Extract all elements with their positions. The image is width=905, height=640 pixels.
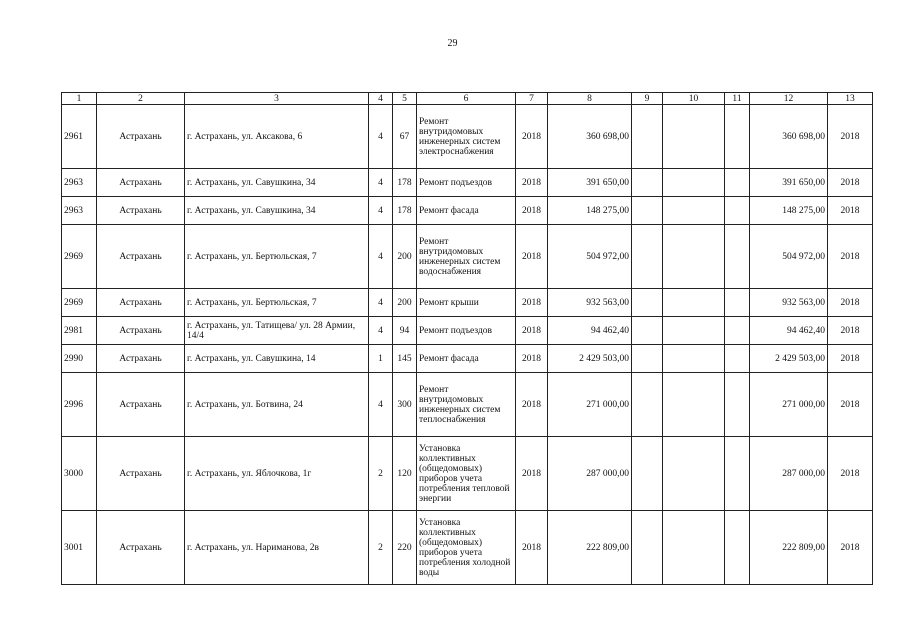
cell-year: 2018 <box>516 437 548 511</box>
column-header: 11 <box>725 93 750 105</box>
cell-col10 <box>663 345 725 373</box>
column-header: 5 <box>393 93 417 105</box>
cell-col10 <box>663 289 725 317</box>
cell-end-year: 2018 <box>828 289 873 317</box>
page-number: 29 <box>447 38 458 49</box>
cell-col9 <box>632 225 663 289</box>
cell-address: г. Астрахань, ул. Бертюльская, 7 <box>185 289 369 317</box>
cell-end-year: 2018 <box>828 373 873 437</box>
cell-col11 <box>725 105 750 169</box>
cell-col9 <box>632 169 663 197</box>
cell-municipality: Астрахань <box>97 373 185 437</box>
cell-col11 <box>725 373 750 437</box>
cell-total: 2 429 503,00 <box>750 345 828 373</box>
cell-address: г. Астрахань, ул. Савушкина, 34 <box>185 169 369 197</box>
cell-address: г. Астрахань, ул. Яблочкова, 1г <box>185 437 369 511</box>
cell-record-id: 2969 <box>62 225 97 289</box>
cell-cost: 391 650,00 <box>548 169 632 197</box>
cell-col11 <box>725 511 750 585</box>
cell-work-type: Ремонт внутридомовых инженерных систем теплоснабжения <box>417 373 516 437</box>
cell-end-year: 2018 <box>828 105 873 169</box>
cell-work-type: Ремонт внутридомовых инженерных систем водоснабжения <box>417 225 516 289</box>
cell-cost: 271 000,00 <box>548 373 632 437</box>
cell-year: 2018 <box>516 511 548 585</box>
cell-end-year: 2018 <box>828 345 873 373</box>
cell-record-id: 2963 <box>62 169 97 197</box>
cell-col10 <box>663 511 725 585</box>
table-row <box>62 169 873 197</box>
cell-total: 222 809,00 <box>750 511 828 585</box>
cell-end-year: 2018 <box>828 225 873 289</box>
cell-col11 <box>725 225 750 289</box>
cell-col5: 120 <box>393 437 417 511</box>
cell-address: г. Астрахань, ул. Татищева/ ул. 28 Армии, 14/4 <box>185 317 369 345</box>
cell-col9 <box>632 197 663 225</box>
cell-col9 <box>632 105 663 169</box>
header-row <box>62 93 873 105</box>
cell-total: 360 698,00 <box>750 105 828 169</box>
cell-municipality: Астрахань <box>97 225 185 289</box>
cell-municipality: Астрахань <box>97 511 185 585</box>
column-header: 12 <box>750 93 828 105</box>
cell-work-type: Установка коллективных (общедомовых) приборов учета потребления тепловой энергии <box>417 437 516 511</box>
cell-col5: 145 <box>393 345 417 373</box>
cell-work-type: Ремонт фасада <box>417 345 516 373</box>
cell-work-type: Ремонт подъездов <box>417 169 516 197</box>
cell-year: 2018 <box>516 105 548 169</box>
cell-col5: 178 <box>393 197 417 225</box>
cell-col5: 67 <box>393 105 417 169</box>
cell-address: г. Астрахань, ул. Бертюльская, 7 <box>185 225 369 289</box>
table-row <box>62 289 873 317</box>
cell-end-year: 2018 <box>828 169 873 197</box>
cell-record-id: 2969 <box>62 289 97 317</box>
cell-address: г. Астрахань, ул. Савушкина, 34 <box>185 197 369 225</box>
cell-address: г. Астрахань, ул. Нариманова, 2в <box>185 511 369 585</box>
cell-work-type: Ремонт фасада <box>417 197 516 225</box>
cell-municipality: Астрахань <box>97 105 185 169</box>
column-header: 1 <box>62 93 97 105</box>
cell-col10 <box>663 105 725 169</box>
cell-total: 94 462,40 <box>750 317 828 345</box>
cell-address: г. Астрахань, ул. Савушкина, 14 <box>185 345 369 373</box>
program-table <box>61 92 873 585</box>
cell-col11 <box>725 197 750 225</box>
cell-work-type: Ремонт внутридомовых инженерных систем электроснабжения <box>417 105 516 169</box>
cell-year: 2018 <box>516 373 548 437</box>
cell-col11 <box>725 437 750 511</box>
cell-address: г. Астрахань, ул. Аксакова, 6 <box>185 105 369 169</box>
cell-col5: 94 <box>393 317 417 345</box>
cell-year: 2018 <box>516 169 548 197</box>
cell-municipality: Астрахань <box>97 317 185 345</box>
table-row <box>62 317 873 345</box>
cell-col10 <box>663 317 725 345</box>
cell-end-year: 2018 <box>828 197 873 225</box>
cell-col4: 4 <box>369 197 393 225</box>
cell-col9 <box>632 345 663 373</box>
cell-col5: 178 <box>393 169 417 197</box>
cell-col4: 4 <box>369 373 393 437</box>
cell-cost: 504 972,00 <box>548 225 632 289</box>
cell-record-id: 3000 <box>62 437 97 511</box>
cell-col10 <box>663 169 725 197</box>
cell-col10 <box>663 225 725 289</box>
cell-end-year: 2018 <box>828 317 873 345</box>
cell-cost: 148 275,00 <box>548 197 632 225</box>
cell-municipality: Астрахань <box>97 289 185 317</box>
cell-municipality: Астрахань <box>97 345 185 373</box>
column-header: 13 <box>828 93 873 105</box>
cell-address: г. Астрахань, ул. Ботвина, 24 <box>185 373 369 437</box>
table-row <box>62 105 873 169</box>
cell-col9 <box>632 317 663 345</box>
cell-col4: 1 <box>369 345 393 373</box>
cell-cost: 222 809,00 <box>548 511 632 585</box>
cell-col11 <box>725 345 750 373</box>
column-header: 4 <box>369 93 393 105</box>
cell-total: 504 972,00 <box>750 225 828 289</box>
cell-col10 <box>663 373 725 437</box>
cell-total: 932 563,00 <box>750 289 828 317</box>
cell-year: 2018 <box>516 225 548 289</box>
cell-cost: 287 000,00 <box>548 437 632 511</box>
cell-col5: 200 <box>393 225 417 289</box>
cell-record-id: 2996 <box>62 373 97 437</box>
cell-col5: 200 <box>393 289 417 317</box>
cell-cost: 360 698,00 <box>548 105 632 169</box>
cell-total: 287 000,00 <box>750 437 828 511</box>
cell-col4: 2 <box>369 511 393 585</box>
cell-record-id: 3001 <box>62 511 97 585</box>
cell-cost: 2 429 503,00 <box>548 345 632 373</box>
column-header: 9 <box>632 93 663 105</box>
cell-total: 271 000,00 <box>750 373 828 437</box>
table-row <box>62 373 873 437</box>
cell-col10 <box>663 197 725 225</box>
cell-col11 <box>725 317 750 345</box>
cell-col5: 300 <box>393 373 417 437</box>
column-header: 6 <box>417 93 516 105</box>
cell-record-id: 2981 <box>62 317 97 345</box>
cell-work-type: Ремонт крыши <box>417 289 516 317</box>
cell-end-year: 2018 <box>828 511 873 585</box>
cell-col9 <box>632 511 663 585</box>
cell-col4: 4 <box>369 289 393 317</box>
column-header: 7 <box>516 93 548 105</box>
cell-col4: 4 <box>369 105 393 169</box>
cell-year: 2018 <box>516 197 548 225</box>
cell-year: 2018 <box>516 345 548 373</box>
cell-record-id: 2961 <box>62 105 97 169</box>
table-row <box>62 511 873 585</box>
cell-total: 391 650,00 <box>750 169 828 197</box>
cell-year: 2018 <box>516 289 548 317</box>
cell-col4: 4 <box>369 317 393 345</box>
cell-end-year: 2018 <box>828 437 873 511</box>
cell-work-type: Установка коллективных (общедомовых) приборов учета потребления холодной воды <box>417 511 516 585</box>
cell-col9 <box>632 373 663 437</box>
cell-municipality: Астрахань <box>97 169 185 197</box>
table-row <box>62 197 873 225</box>
column-header: 10 <box>663 93 725 105</box>
cell-col9 <box>632 289 663 317</box>
cell-record-id: 2963 <box>62 197 97 225</box>
table-row <box>62 345 873 373</box>
table-row <box>62 437 873 511</box>
cell-cost: 94 462,40 <box>548 317 632 345</box>
cell-work-type: Ремонт подъездов <box>417 317 516 345</box>
table-row <box>62 225 873 289</box>
cell-col11 <box>725 289 750 317</box>
cell-col4: 4 <box>369 169 393 197</box>
column-header: 3 <box>185 93 369 105</box>
cell-col10 <box>663 437 725 511</box>
cell-municipality: Астрахань <box>97 437 185 511</box>
cell-col9 <box>632 437 663 511</box>
cell-municipality: Астрахань <box>97 197 185 225</box>
cell-col4: 4 <box>369 225 393 289</box>
column-header: 8 <box>548 93 632 105</box>
cell-total: 148 275,00 <box>750 197 828 225</box>
cell-col4: 2 <box>369 437 393 511</box>
cell-col5: 220 <box>393 511 417 585</box>
cell-col11 <box>725 169 750 197</box>
cell-cost: 932 563,00 <box>548 289 632 317</box>
cell-record-id: 2990 <box>62 345 97 373</box>
column-header: 2 <box>97 93 185 105</box>
cell-year: 2018 <box>516 317 548 345</box>
